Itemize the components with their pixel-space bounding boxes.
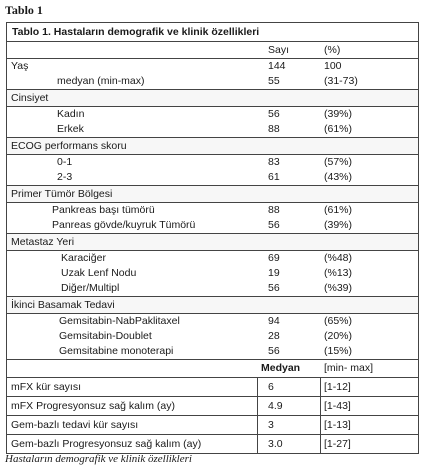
row-label: Gem-bazlı tedavi kür sayısı (11, 419, 139, 431)
percent-cell: (%39) (324, 282, 353, 294)
table-row (7, 281, 418, 296)
row-label: 0-1 (57, 156, 73, 168)
median-row (7, 434, 418, 453)
section-label: İkinci Basamak Tedavi (11, 299, 115, 311)
table-row (7, 59, 418, 74)
count-cell: 55 (268, 75, 280, 87)
median-table-body (7, 377, 418, 453)
row-label: Gem-bazlı Progresyonsuz sağ kalım (ay) (11, 438, 202, 450)
table-row (7, 329, 418, 344)
table-row (7, 314, 418, 329)
count-cell: 56 (268, 345, 280, 357)
count-cell: 28 (268, 330, 280, 342)
section-label: Cinsiyet (11, 92, 49, 104)
median-row (7, 377, 418, 396)
column-divider (257, 435, 258, 453)
median-cell: 4.9 (268, 400, 283, 412)
section-header-row (7, 233, 418, 251)
column-header-median: Medyan (261, 362, 301, 374)
row-label: Panreas gövde/kuyruk Tümörü (52, 219, 196, 231)
column-divider (257, 416, 258, 434)
table-row (7, 122, 418, 137)
percent-cell: (39%) (324, 219, 353, 231)
document-title: Tablo 1 (5, 3, 43, 17)
percent-cell: (31-73) (324, 75, 358, 87)
row-label: Diğer/Multipl (61, 282, 120, 294)
count-cell: 94 (268, 315, 280, 327)
section-label: ECOG performans skoru (11, 140, 127, 152)
range-cell: [1-13] (324, 419, 351, 431)
percent-cell: (20%) (324, 330, 353, 342)
column-divider (320, 416, 321, 434)
table-row (7, 251, 418, 266)
section-header-row (7, 137, 418, 155)
demographics-table (6, 22, 419, 454)
row-label: Karaciğer (61, 252, 106, 264)
row-label: Pankreas başı tümörü (52, 204, 155, 216)
count-cell: 83 (268, 156, 280, 168)
column-divider (257, 378, 258, 396)
count-cell: 56 (268, 282, 280, 294)
row-label: Yaş (11, 60, 29, 72)
table-row (7, 74, 418, 89)
percent-cell: (15%) (324, 345, 353, 357)
table-row (7, 155, 418, 170)
range-cell: [1-27] (324, 438, 351, 450)
count-cell: 19 (268, 267, 280, 279)
count-cell: 56 (268, 219, 280, 231)
percent-cell: (43%) (324, 171, 353, 183)
median-row (7, 396, 418, 415)
section-label: Metastaz Yeri (11, 236, 75, 248)
percent-cell: (65%) (324, 315, 353, 327)
row-label: Erkek (57, 123, 84, 135)
column-header-count: Sayı (268, 44, 290, 56)
median-row (7, 415, 418, 434)
row-label: medyan (min-max) (57, 75, 145, 87)
median-cell: 6 (268, 381, 274, 393)
column-header-row (7, 42, 418, 59)
row-label: 2-3 (57, 171, 73, 183)
table-row (7, 203, 418, 218)
count-cell: 61 (268, 171, 280, 183)
figure-caption: Hastaların demografik ve klinik özellikleri (5, 453, 192, 465)
table-row (7, 344, 418, 359)
row-label: Uzak Lenf Nodu (61, 267, 137, 279)
row-label: Gemsitabin-NabPaklitaxel (59, 315, 180, 327)
count-cell: 88 (268, 204, 280, 216)
column-divider (320, 397, 321, 415)
percent-cell: (57%) (324, 156, 353, 168)
section-header-row (7, 89, 418, 107)
section-header-row (7, 185, 418, 203)
count-cell: 69 (268, 252, 280, 264)
median-cell: 3.0 (268, 438, 283, 450)
column-header-range: [min- max] (324, 362, 374, 374)
median-cell: 3 (268, 419, 274, 431)
percent-cell: (%13) (324, 267, 353, 279)
column-header-percent: (%) (324, 44, 341, 56)
percent-cell: (%48) (324, 252, 353, 264)
row-label: mFX Progresyonsuz sağ kalım (ay) (11, 400, 175, 412)
percent-cell: (39%) (324, 108, 353, 120)
table-body (7, 59, 418, 359)
median-header-row (7, 359, 418, 377)
count-cell: 88 (268, 123, 280, 135)
percent-cell: (61%) (324, 204, 353, 216)
percent-cell: (61%) (324, 123, 353, 135)
section-header-row (7, 296, 418, 314)
table-row (7, 266, 418, 281)
column-divider (320, 435, 321, 453)
row-label: Gemsitabin-Doublet (59, 330, 152, 342)
range-cell: [1-43] (324, 400, 351, 412)
count-cell: 144 (268, 60, 286, 72)
row-label: Kadın (57, 108, 85, 120)
table-row (7, 107, 418, 122)
count-cell: 56 (268, 108, 280, 120)
range-cell: [1-12] (324, 381, 351, 393)
row-label: Gemsitabine monoterapi (59, 345, 174, 357)
column-divider (257, 397, 258, 415)
column-divider (320, 378, 321, 396)
section-label: Primer Tümör Bölgesi (11, 188, 113, 200)
table-caption: Tablo 1. Hastaların demografik ve klinik özellikleri (7, 23, 418, 42)
percent-cell: 100 (324, 60, 342, 72)
table-row (7, 218, 418, 233)
row-label: mFX kür sayısı (11, 381, 82, 393)
table-row (7, 170, 418, 185)
